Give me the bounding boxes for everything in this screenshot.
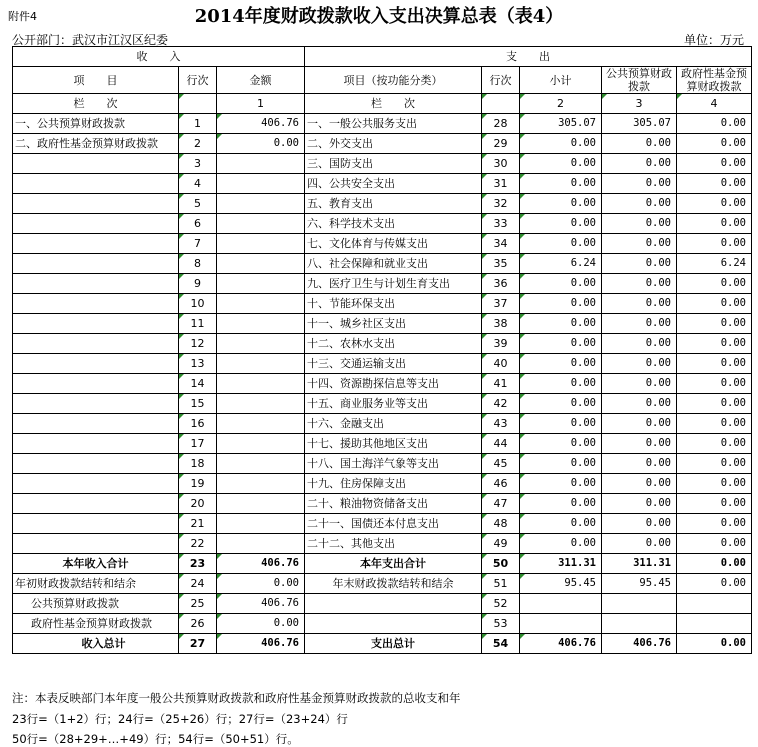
table-row — [13, 114, 752, 134]
expense-subtotal: 0.00 — [520, 534, 602, 554]
expense-fund-budget: 0.00 — [677, 514, 752, 534]
expense-public-budget: 0.00 — [602, 454, 677, 474]
income-amount — [217, 154, 305, 174]
summary-income-amount: 0.00 — [217, 614, 305, 634]
summary-income-item: 本年收入合计 — [13, 554, 179, 574]
expense-row-no: 40 — [482, 354, 520, 374]
income-item — [13, 454, 179, 474]
department-label: 公开部门：武汉市江汉区纪委 — [12, 33, 169, 47]
income-row-no: 17 — [179, 434, 217, 454]
income-amount — [217, 234, 305, 254]
expense-fund-budget: 0.00 — [677, 474, 752, 494]
expense-fund-budget: 0.00 — [677, 494, 752, 514]
income-row-no: 19 — [179, 474, 217, 494]
expense-row-no: 43 — [482, 414, 520, 434]
budget-table — [12, 46, 752, 654]
income-item — [13, 354, 179, 374]
column-header-row — [13, 67, 752, 94]
summary-expense-public-budget: 311.31 — [602, 554, 677, 574]
summary-expense-public-budget: 406.76 — [602, 634, 677, 654]
summary-row — [13, 574, 752, 594]
income-amount — [217, 374, 305, 394]
summary-income-row-no: 23 — [179, 554, 217, 574]
income-row-no: 18 — [179, 454, 217, 474]
item-header: 项 目 — [13, 67, 179, 94]
summary-expense-row-no: 54 — [482, 634, 520, 654]
expense-fund-budget: 6.24 — [677, 254, 752, 274]
income-row-no: 10 — [179, 294, 217, 314]
expense-public-budget: 0.00 — [602, 394, 677, 414]
summary-income-row-no: 24 — [179, 574, 217, 594]
table-row — [13, 134, 752, 154]
income-amount — [217, 314, 305, 334]
income-item — [13, 174, 179, 194]
summary-expense-row-no: 53 — [482, 614, 520, 634]
income-row-no: 14 — [179, 374, 217, 394]
expense-public-budget: 0.00 — [602, 534, 677, 554]
income-item — [13, 154, 179, 174]
expense-public-budget: 305.07 — [602, 114, 677, 134]
col-index-2: 2 — [520, 94, 602, 114]
expense-public-budget: 0.00 — [602, 354, 677, 374]
expense-public-budget: 0.00 — [602, 234, 677, 254]
summary-income-amount: 406.76 — [217, 554, 305, 574]
income-amount — [217, 474, 305, 494]
expense-public-budget: 0.00 — [602, 254, 677, 274]
income-row-no: 12 — [179, 334, 217, 354]
expense-item: 四、公共安全支出 — [305, 174, 482, 194]
income-item — [13, 274, 179, 294]
expense-subtotal: 0.00 — [520, 294, 602, 314]
income-row-no: 20 — [179, 494, 217, 514]
income-item — [13, 514, 179, 534]
expense-fund-budget: 0.00 — [677, 154, 752, 174]
income-row-no: 11 — [179, 314, 217, 334]
income-row-no: 13 — [179, 354, 217, 374]
expense-row-no: 34 — [482, 234, 520, 254]
note-line-3: 50行=（28+29+…+49）行；54行=（50+51）行。 — [12, 732, 299, 746]
income-section-header: 收 入 — [13, 47, 305, 67]
expense-row-no: 38 — [482, 314, 520, 334]
expense-public-budget: 0.00 — [602, 274, 677, 294]
expense-subtotal: 0.00 — [520, 234, 602, 254]
expense-fund-budget: 0.00 — [677, 374, 752, 394]
expense-item: 九、医疗卫生与计划生育支出 — [305, 274, 482, 294]
expense-subtotal: 0.00 — [520, 174, 602, 194]
table-row — [13, 454, 752, 474]
expense-subtotal: 0.00 — [520, 434, 602, 454]
summary-expense-fund-budget — [677, 614, 752, 634]
expense-public-budget: 0.00 — [602, 374, 677, 394]
summary-expense-public-budget — [602, 594, 677, 614]
income-amount — [217, 254, 305, 274]
expense-item: 七、文化体育与传媒支出 — [305, 234, 482, 254]
expense-row-no: 36 — [482, 274, 520, 294]
amount-header: 金额 — [217, 67, 305, 94]
expense-row-no: 46 — [482, 474, 520, 494]
col-index-3: 3 — [602, 94, 677, 114]
income-row-no: 21 — [179, 514, 217, 534]
unit-label: 单位：万元 — [683, 33, 744, 47]
expense-section-header: 支 出 — [305, 47, 752, 67]
expense-item: 十六、金融支出 — [305, 414, 482, 434]
income-row-no: 2 — [179, 134, 217, 154]
income-amount — [217, 454, 305, 474]
summary-income-item: 政府性基金预算财政拨款 — [13, 614, 179, 634]
section-header-row — [13, 47, 752, 67]
expense-row-no: 48 — [482, 514, 520, 534]
expense-subtotal: 0.00 — [520, 194, 602, 214]
expense-row-no: 32 — [482, 194, 520, 214]
income-item — [13, 474, 179, 494]
income-item — [13, 494, 179, 514]
income-row-no: 15 — [179, 394, 217, 414]
table-row — [13, 334, 752, 354]
expense-item: 一、一般公共服务支出 — [305, 114, 482, 134]
expense-item: 六、科学技术支出 — [305, 214, 482, 234]
expense-subtotal: 0.00 — [520, 274, 602, 294]
income-item — [13, 194, 179, 214]
attachment-label: 附件4 — [8, 10, 37, 23]
expense-fund-budget: 0.00 — [677, 314, 752, 334]
income-item — [13, 234, 179, 254]
income-amount — [217, 494, 305, 514]
summary-income-amount: 406.76 — [217, 634, 305, 654]
col-index-blank — [179, 94, 217, 114]
row-no-header: 行次 — [179, 67, 217, 94]
note-line-1: 注：本表反映部门本年度一般公共预算财政拨款和政府性基金预算财政拨款的总收支和年 — [12, 691, 461, 705]
col-label: 栏 次 — [13, 94, 179, 114]
summary-expense-item — [305, 594, 482, 614]
expense-public-budget: 0.00 — [602, 314, 677, 334]
income-item — [13, 314, 179, 334]
expense-row-no: 31 — [482, 174, 520, 194]
income-item — [13, 374, 179, 394]
summary-row — [13, 634, 752, 654]
expense-subtotal: 0.00 — [520, 154, 602, 174]
expense-row-no: 30 — [482, 154, 520, 174]
expense-fund-budget: 0.00 — [677, 114, 752, 134]
income-row-no: 5 — [179, 194, 217, 214]
expense-subtotal: 0.00 — [520, 454, 602, 474]
expense-subtotal: 0.00 — [520, 494, 602, 514]
summary-expense-item — [305, 614, 482, 634]
table-row — [13, 234, 752, 254]
income-row-no: 1 — [179, 114, 217, 134]
summary-expense-row-no: 52 — [482, 594, 520, 614]
table-row — [13, 274, 752, 294]
income-amount — [217, 274, 305, 294]
income-row-no: 4 — [179, 174, 217, 194]
income-amount — [217, 354, 305, 374]
expense-fund-budget: 0.00 — [677, 174, 752, 194]
summary-expense-public-budget — [602, 614, 677, 634]
summary-expense-subtotal — [520, 614, 602, 634]
income-row-no: 9 — [179, 274, 217, 294]
summary-income-row-no: 25 — [179, 594, 217, 614]
summary-expense-subtotal — [520, 594, 602, 614]
table-row — [13, 434, 752, 454]
expense-subtotal: 0.00 — [520, 474, 602, 494]
income-item — [13, 214, 179, 234]
expense-fund-budget: 0.00 — [677, 334, 752, 354]
table-row — [13, 534, 752, 554]
summary-expense-subtotal: 311.31 — [520, 554, 602, 574]
expense-item: 十二、农林水支出 — [305, 334, 482, 354]
fund-budget-header: 政府性基金预算财政拨款 — [677, 67, 752, 94]
expense-row-no: 49 — [482, 534, 520, 554]
summary-expense-item: 支出总计 — [305, 634, 482, 654]
expense-item: 十八、国土海洋气象等支出 — [305, 454, 482, 474]
expense-fund-budget: 0.00 — [677, 134, 752, 154]
expense-fund-budget: 0.00 — [677, 534, 752, 554]
expense-subtotal: 0.00 — [520, 334, 602, 354]
expense-item: 五、教育支出 — [305, 194, 482, 214]
col-label-expense: 栏 次 — [305, 94, 482, 114]
expense-fund-budget: 0.00 — [677, 214, 752, 234]
income-row-no: 22 — [179, 534, 217, 554]
income-item — [13, 334, 179, 354]
summary-income-item: 收入总计 — [13, 634, 179, 654]
table-row — [13, 174, 752, 194]
expense-fund-budget: 0.00 — [677, 274, 752, 294]
summary-expense-fund-budget: 0.00 — [677, 554, 752, 574]
expense-subtotal: 0.00 — [520, 314, 602, 334]
income-amount — [217, 414, 305, 434]
expense-public-budget: 0.00 — [602, 294, 677, 314]
expense-row-no: 28 — [482, 114, 520, 134]
page-title: 2014年度财政拨款收入支出决算总表（表4） — [194, 6, 564, 27]
expense-item: 二十一、国债还本付息支出 — [305, 514, 482, 534]
col-index-blank-expense — [482, 94, 520, 114]
expense-fund-budget: 0.00 — [677, 394, 752, 414]
expense-row-no: 42 — [482, 394, 520, 414]
col-index-1: 1 — [217, 94, 305, 114]
expense-row-no: 29 — [482, 134, 520, 154]
income-amount — [217, 394, 305, 414]
expense-subtotal: 6.24 — [520, 254, 602, 274]
income-amount — [217, 334, 305, 354]
expense-row-no: 45 — [482, 454, 520, 474]
expense-row-no: 39 — [482, 334, 520, 354]
expense-item: 十五、商业服务业等支出 — [305, 394, 482, 414]
table-row — [13, 294, 752, 314]
expense-public-budget: 0.00 — [602, 154, 677, 174]
summary-income-row-no: 26 — [179, 614, 217, 634]
income-row-no: 3 — [179, 154, 217, 174]
table-row — [13, 314, 752, 334]
expense-fund-budget: 0.00 — [677, 294, 752, 314]
expense-item: 十、节能环保支出 — [305, 294, 482, 314]
expense-item: 十三、交通运输支出 — [305, 354, 482, 374]
expense-fund-budget: 0.00 — [677, 414, 752, 434]
summary-income-amount: 0.00 — [217, 574, 305, 594]
expense-public-budget: 0.00 — [602, 494, 677, 514]
income-row-no: 7 — [179, 234, 217, 254]
income-row-no: 6 — [179, 214, 217, 234]
income-item — [13, 294, 179, 314]
income-amount — [217, 514, 305, 534]
col-index-4: 4 — [677, 94, 752, 114]
income-item — [13, 414, 179, 434]
table-row — [13, 414, 752, 434]
expense-item: 三、国防支出 — [305, 154, 482, 174]
summary-row — [13, 554, 752, 574]
summary-expense-public-budget: 95.45 — [602, 574, 677, 594]
summary-row — [13, 594, 752, 614]
expense-public-budget: 0.00 — [602, 514, 677, 534]
expense-public-budget: 0.00 — [602, 434, 677, 454]
income-item — [13, 434, 179, 454]
expense-row-no: 33 — [482, 214, 520, 234]
income-item — [13, 254, 179, 274]
note-line-2: 23行=（1+2）行；24行=（25+26）行；27行=（23+24）行 — [12, 712, 348, 726]
income-amount — [217, 214, 305, 234]
expense-subtotal: 0.00 — [520, 134, 602, 154]
subtotal-header: 小计 — [520, 67, 602, 94]
income-row-no: 16 — [179, 414, 217, 434]
expense-item: 十七、援助其他地区支出 — [305, 434, 482, 454]
income-item — [13, 534, 179, 554]
expense-fund-budget: 0.00 — [677, 434, 752, 454]
expense-fund-budget: 0.00 — [677, 234, 752, 254]
summary-expense-fund-budget: 0.00 — [677, 634, 752, 654]
expense-row-no-header: 行次 — [482, 67, 520, 94]
expense-fund-budget: 0.00 — [677, 454, 752, 474]
income-amount: 0.00 — [217, 134, 305, 154]
table-row — [13, 154, 752, 174]
summary-income-row-no: 27 — [179, 634, 217, 654]
summary-expense-item: 本年支出合计 — [305, 554, 482, 574]
table-row — [13, 474, 752, 494]
summary-income-amount: 406.76 — [217, 594, 305, 614]
expense-row-no: 47 — [482, 494, 520, 514]
income-item: 二、政府性基金预算财政拨款 — [13, 134, 179, 154]
expense-subtotal: 0.00 — [520, 214, 602, 234]
summary-expense-subtotal: 406.76 — [520, 634, 602, 654]
income-amount — [217, 434, 305, 454]
income-amount — [217, 194, 305, 214]
income-item: 一、公共预算财政拨款 — [13, 114, 179, 134]
expense-subtotal: 305.07 — [520, 114, 602, 134]
expense-subtotal: 0.00 — [520, 394, 602, 414]
table-row — [13, 354, 752, 374]
expense-item: 十四、资源勘探信息等支出 — [305, 374, 482, 394]
summary-income-item: 年初财政拨款结转和结余 — [13, 574, 179, 594]
income-amount — [217, 294, 305, 314]
summary-income-item: 公共预算财政拨款 — [13, 594, 179, 614]
expense-subtotal: 0.00 — [520, 414, 602, 434]
expense-fund-budget: 0.00 — [677, 354, 752, 374]
expense-row-no: 44 — [482, 434, 520, 454]
summary-expense-row-no: 51 — [482, 574, 520, 594]
column-index-row — [13, 94, 752, 114]
table-row — [13, 394, 752, 414]
summary-expense-subtotal: 95.45 — [520, 574, 602, 594]
expense-fund-budget: 0.00 — [677, 194, 752, 214]
expense-subtotal: 0.00 — [520, 514, 602, 534]
income-amount — [217, 534, 305, 554]
income-amount: 406.76 — [217, 114, 305, 134]
table-row — [13, 514, 752, 534]
income-amount — [217, 174, 305, 194]
expense-row-no: 35 — [482, 254, 520, 274]
expense-item: 二十、粮油物资储备支出 — [305, 494, 482, 514]
expense-item: 十九、住房保障支出 — [305, 474, 482, 494]
expense-public-budget: 0.00 — [602, 134, 677, 154]
summary-expense-item: 年末财政拨款结转和结余 — [305, 574, 482, 594]
expense-public-budget: 0.00 — [602, 194, 677, 214]
expense-subtotal: 0.00 — [520, 354, 602, 374]
table-row — [13, 194, 752, 214]
public-budget-header: 公共预算财政拨款 — [602, 67, 677, 94]
summary-expense-fund-budget — [677, 594, 752, 614]
expense-row-no: 37 — [482, 294, 520, 314]
table-row — [13, 254, 752, 274]
expense-public-budget: 0.00 — [602, 214, 677, 234]
expense-item: 十一、城乡社区支出 — [305, 314, 482, 334]
expense-public-budget: 0.00 — [602, 414, 677, 434]
income-row-no: 8 — [179, 254, 217, 274]
summary-expense-fund-budget: 0.00 — [677, 574, 752, 594]
expense-subtotal: 0.00 — [520, 374, 602, 394]
expense-item: 八、社会保障和就业支出 — [305, 254, 482, 274]
expense-public-budget: 0.00 — [602, 474, 677, 494]
expense-row-no: 41 — [482, 374, 520, 394]
expense-item: 二、外交支出 — [305, 134, 482, 154]
table-row — [13, 214, 752, 234]
expense-public-budget: 0.00 — [602, 174, 677, 194]
expense-item-header: 项目（按功能分类） — [305, 67, 482, 94]
summary-row — [13, 614, 752, 634]
table-row — [13, 494, 752, 514]
expense-public-budget: 0.00 — [602, 334, 677, 354]
income-item — [13, 394, 179, 414]
table-row — [13, 374, 752, 394]
expense-item: 二十二、其他支出 — [305, 534, 482, 554]
summary-expense-row-no: 50 — [482, 554, 520, 574]
